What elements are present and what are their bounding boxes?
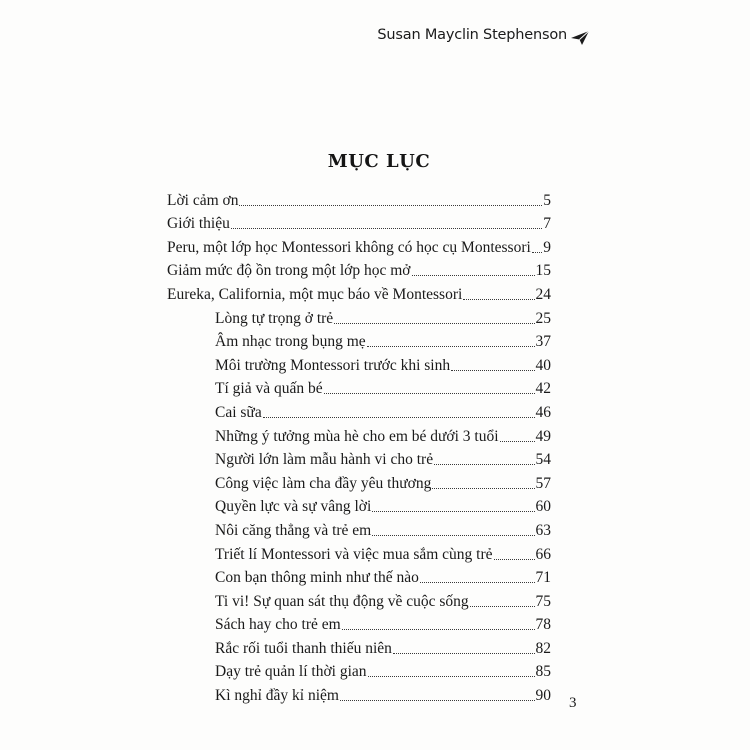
- toc-entry-title: Âm nhạc trong bụng mẹ: [215, 333, 366, 351]
- toc-entry-title: Giảm mức độ ồn trong một lớp học mở: [167, 262, 411, 280]
- toc-entry: [167, 398, 551, 422]
- toc-entry: [167, 210, 551, 234]
- toc-entry: [167, 611, 551, 635]
- toc-entry-title: Peru, một lớp học Montessori không có học cụ Montessori: [167, 238, 531, 256]
- toc-entry: [167, 186, 551, 210]
- toc-entry-title: Công việc làm cha đầy yêu thương: [215, 474, 432, 492]
- toc-entry-title: Rắc rối tuổi thanh thiếu niên: [215, 639, 392, 657]
- toc-entry-page: 5: [543, 191, 551, 209]
- toc-entry: [167, 564, 551, 588]
- dot-leader: [470, 606, 535, 607]
- toc-entry-page: 42: [535, 380, 551, 398]
- toc-entry: [167, 681, 551, 705]
- running-header-author: Susan Mayclin Stephenson: [377, 27, 567, 43]
- toc-entry-page: 25: [535, 309, 551, 327]
- toc-entry-title: Ti vi! Sự quan sát thụ động về cuộc sống: [215, 592, 469, 610]
- toc-entry-page: 71: [535, 569, 551, 587]
- toc-entry: [167, 469, 551, 493]
- toc-entry-title: Nôi căng thẳng và trẻ em: [215, 521, 372, 539]
- toc-entry-page: 40: [535, 356, 551, 374]
- toc-entry-page: 90: [535, 687, 551, 705]
- toc-entry-page: 37: [535, 333, 551, 351]
- toc-entry: [167, 328, 551, 352]
- page-title: MỤC LỤC: [327, 151, 431, 172]
- toc-entry-page: 66: [535, 545, 551, 563]
- dot-leader: [412, 275, 535, 276]
- toc-entry-title: Dạy trẻ quản lí thời gian: [215, 663, 367, 681]
- toc-entry-page: 63: [535, 521, 551, 539]
- toc-entry: [167, 422, 551, 446]
- toc-entry-page: 49: [535, 427, 551, 445]
- toc-entry-page: 24: [535, 285, 551, 303]
- dot-leader: [372, 511, 534, 512]
- paper-plane-icon: [570, 30, 590, 46]
- dot-leader: [263, 417, 535, 418]
- dot-leader: [451, 370, 534, 371]
- toc-entry-page: 85: [535, 663, 551, 681]
- dot-leader: [494, 559, 535, 560]
- toc-entry-page: 60: [535, 498, 551, 516]
- toc-entry: [167, 351, 551, 375]
- toc-entry-page: 82: [535, 639, 551, 657]
- dot-leader: [420, 582, 535, 583]
- toc-entry-page: 78: [535, 616, 551, 634]
- toc-entry: [167, 257, 551, 281]
- dot-leader: [340, 700, 535, 701]
- toc-entry-page: 57: [535, 474, 551, 492]
- dot-leader: [368, 676, 535, 677]
- toc-entry: [167, 446, 551, 470]
- toc-entry-title: Môi trường Montessori trước khi sinh: [215, 356, 451, 374]
- toc-entry-title: Con bạn thông minh như thế nào: [215, 569, 419, 587]
- dot-leader: [342, 629, 535, 630]
- toc-entry-page: 46: [535, 403, 551, 421]
- toc-entry-title: Những ý tưởng mùa hè cho em bé dưới 3 tuổi: [215, 427, 499, 445]
- dot-leader: [463, 299, 534, 300]
- toc-entry-title: Triết lí Montessori và việc mua sắm cùng trẻ: [215, 545, 493, 563]
- dot-leader: [500, 441, 535, 442]
- toc-entry-title: Kì nghỉ đầy kỉ niệm: [215, 687, 339, 705]
- dot-leader: [432, 488, 534, 489]
- dot-leader: [393, 653, 535, 654]
- dot-leader: [372, 535, 534, 536]
- toc-entry: [167, 280, 551, 304]
- toc-entry-title: Lời cảm ơn: [167, 191, 239, 209]
- dot-leader: [239, 205, 542, 206]
- toc-entry: [167, 540, 551, 564]
- toc-entry: [167, 233, 551, 257]
- table-of-contents: [167, 186, 551, 705]
- toc-entry-title: Cai sữa: [215, 403, 262, 421]
- toc-entry-title: Giới thiệu: [167, 215, 230, 233]
- toc-entry: [167, 493, 551, 517]
- toc-entry: [167, 658, 551, 682]
- toc-entry-title: Sách hay cho trẻ em: [215, 616, 341, 634]
- toc-entry-page: 54: [535, 451, 551, 469]
- toc-entry: [167, 634, 551, 658]
- toc-entry-title: Người lớn làm mẫu hành vi cho trẻ: [215, 451, 434, 469]
- dot-leader: [334, 323, 534, 324]
- dot-leader: [231, 228, 542, 229]
- toc-entry: [167, 587, 551, 611]
- dot-leader: [324, 393, 535, 394]
- dot-leader: [434, 464, 534, 465]
- toc-entry-title: Eureka, California, một mục báo về Montessori: [167, 285, 463, 303]
- toc-entry-page: 7: [543, 215, 551, 233]
- toc-entry-title: Lòng tự trọng ở trẻ: [215, 309, 334, 327]
- dot-leader: [532, 252, 542, 253]
- toc-entry-page: 15: [535, 262, 551, 280]
- toc-entry: [167, 304, 551, 328]
- toc-entry-page: 9: [543, 238, 551, 256]
- toc-entry: [167, 516, 551, 540]
- page-number: 3: [569, 695, 577, 711]
- toc-entry-title: Quyền lực và sự vâng lời: [215, 498, 372, 516]
- toc-entry: [167, 375, 551, 399]
- toc-entry-title: Tí giả và quấn bé: [215, 380, 323, 398]
- toc-entry-page: 75: [535, 592, 551, 610]
- dot-leader: [367, 346, 535, 347]
